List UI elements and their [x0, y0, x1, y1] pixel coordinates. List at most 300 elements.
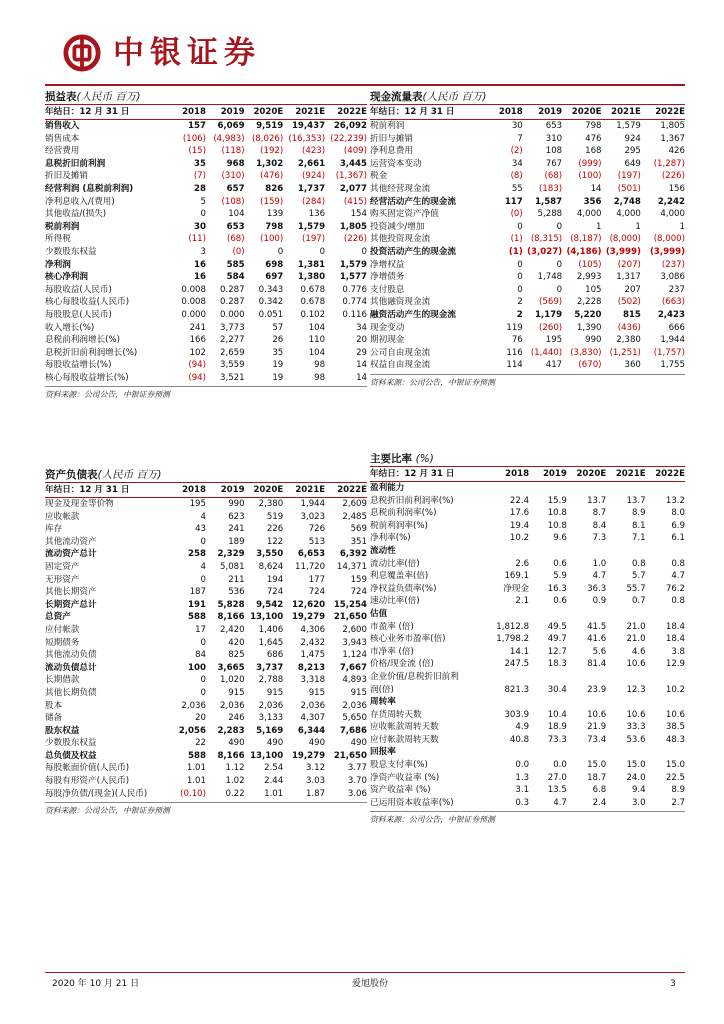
cell-value: 49.7 [547, 634, 567, 645]
table-row [45, 183, 367, 196]
row-label: 公司自由现金流 [370, 347, 431, 358]
cell-value: 1,737 [297, 183, 326, 194]
cell-value [646, 545, 685, 558]
row-label: 现金及现金等价物 [45, 499, 114, 509]
row-label: 每股帐面价值(人民币) [45, 763, 130, 774]
table-row [370, 784, 685, 797]
table-row [45, 762, 367, 775]
cell-value: 0.0 [515, 760, 530, 771]
row-label: 净增债务 [370, 272, 405, 283]
footer-divider [45, 972, 685, 973]
cell-value: 258 [188, 549, 206, 560]
cell-value: (663) [661, 297, 685, 308]
cell-value: 2,277 [220, 335, 245, 346]
cell-value: 1,645 [258, 637, 284, 648]
cell-value: 3,773 [220, 322, 245, 333]
cell-value: 1,755 [660, 360, 685, 371]
cell-value: 3.0 [631, 797, 646, 808]
cell-value: 8,213 [297, 662, 326, 673]
row-label: 流动比率(倍) [370, 558, 420, 569]
cell-value: (4,983) [213, 133, 245, 144]
table-row [370, 271, 685, 284]
table-header-row [370, 105, 685, 120]
row-label: 回报率 [370, 747, 396, 758]
cell-value: 211 [228, 574, 245, 585]
cell-value: 0 [517, 259, 523, 270]
cell-value: 2.44 [264, 776, 284, 787]
cell-value: 2,036 [342, 700, 367, 711]
cell-value: 3,550 [256, 549, 284, 560]
cell-value: 1.12 [225, 763, 245, 774]
table-header-row [45, 483, 367, 498]
cell-value: 1,579 [339, 259, 367, 270]
cell-value: 18.4 [665, 634, 685, 645]
row-label: 所得税 [45, 234, 71, 245]
cell-value: 1,805 [660, 121, 685, 131]
cell-value: 8.1 [631, 520, 646, 531]
column-header-year: 2022E [655, 469, 685, 479]
table-row [45, 586, 367, 599]
table-row [45, 649, 367, 662]
table-row [370, 721, 685, 734]
cell-value: 1,302 [256, 158, 284, 169]
cell-value: 3,318 [300, 675, 326, 686]
cell-value: 1,577 [339, 272, 367, 283]
cell-value: (108) [221, 196, 245, 207]
report-header [45, 22, 685, 82]
row-label: 投资活动产生的现金流 [370, 246, 456, 257]
cell-value: 48.3 [665, 734, 685, 745]
column-header-year: 2021E [611, 107, 641, 117]
table-row [370, 772, 685, 785]
cell-value: 22.4 [509, 495, 530, 506]
cell-value: 1,381 [297, 259, 326, 270]
cell-value: 0 [556, 259, 563, 270]
cell-value: 35 [272, 347, 284, 358]
column-header-year: 2020E [571, 107, 602, 117]
cell-value: (260) [539, 322, 563, 333]
row-label: 经营费用 [45, 146, 80, 157]
cell-value: 19,279 [291, 750, 326, 761]
column-header-label: 年结日：12 月 31 日 [45, 485, 130, 495]
key-ratios-table [370, 467, 685, 809]
row-label: 净利息收入/(费用) [45, 196, 115, 207]
cell-value: 19,437 [291, 121, 326, 131]
cell-value: (183) [539, 183, 563, 194]
table-row [45, 737, 367, 750]
row-label: 税前利润率(%) [370, 520, 428, 531]
table-row [45, 788, 367, 801]
table-row [45, 322, 367, 335]
cell-value: 10.2 [509, 533, 530, 544]
row-label: 折旧及摊销 [45, 171, 88, 182]
cell-value: 588 [188, 750, 206, 761]
cell-value: (197) [617, 171, 641, 182]
cell-value: 156 [668, 183, 685, 194]
row-label: 期初现金 [370, 335, 405, 346]
table-row [370, 246, 685, 259]
row-label: 流动负债总计 [45, 662, 97, 673]
cell-value: 30 [511, 121, 523, 131]
row-label: 资产收益率 (%) [370, 785, 431, 796]
row-label: 现金变动 [370, 322, 405, 333]
cell-value: 9,519 [256, 121, 284, 131]
table-row [45, 561, 367, 574]
cell-value: 588 [188, 612, 206, 623]
column-header-year: 2020E [253, 485, 284, 495]
row-label: 盈利能力 [370, 483, 405, 493]
table-row [45, 599, 367, 612]
column-header-year: 2022E [337, 107, 367, 117]
cell-value: 14 [356, 360, 367, 371]
cell-value: 15.0 [626, 760, 646, 771]
cell-value: 3,133 [258, 713, 284, 724]
table-row [370, 296, 685, 309]
table-row [45, 296, 367, 309]
cell-value: 417 [545, 360, 563, 371]
cell-value: 226 [266, 524, 284, 535]
cell-value: 0.342 [258, 297, 284, 308]
table-row [45, 133, 367, 146]
cell-value: 2,423 [657, 309, 685, 320]
cell-value [529, 671, 567, 684]
cell-value: 21,650 [333, 750, 367, 761]
row-label: 存货周转天数 [370, 709, 422, 720]
row-label: 股东权益 [45, 725, 80, 736]
table-row [370, 608, 685, 621]
balance-sheet-panel [45, 467, 367, 817]
cell-value: 18.9 [547, 722, 567, 733]
cell-value: 10.2 [665, 684, 685, 695]
row-label: 总负债及权益 [45, 750, 97, 761]
cell-value: (106) [182, 133, 206, 144]
row-label: 应收帐款周转天数 [370, 722, 439, 733]
cell-value: 81.4 [587, 659, 607, 670]
cell-value: (436) [617, 322, 641, 333]
cell-value: 21.9 [587, 722, 607, 733]
cell-value: 241 [228, 524, 245, 535]
cell-value [646, 671, 685, 684]
row-label: 息税折旧前利润率(%) [370, 495, 454, 506]
cell-value: 12.7 [547, 646, 567, 657]
row-label: 每股收益(人民币) [45, 284, 112, 295]
cell-value: (207) [617, 259, 641, 270]
cell-value: 1,380 [297, 272, 326, 283]
cell-value: 4.7 [553, 797, 567, 808]
column-header-year: 2019 [542, 469, 567, 479]
row-label: 权益自由现金流 [370, 360, 431, 371]
cell-value [529, 696, 567, 709]
cell-value: 43 [195, 524, 206, 535]
cell-value: 490 [228, 738, 245, 749]
cell-value: 0.774 [342, 297, 367, 308]
cell-value: 5 [200, 196, 206, 207]
cell-value [646, 482, 685, 495]
table-row [45, 372, 367, 385]
cell-value: 968 [226, 158, 245, 169]
cell-value: 36.3 [587, 583, 607, 594]
row-label: 应付帐款周转天数 [370, 734, 439, 745]
cell-value: 0 [277, 246, 284, 257]
table-row [370, 759, 685, 772]
cell-value [567, 696, 606, 709]
row-label: 经营利润 (息税前利润) [45, 183, 134, 194]
cell-value: 360 [624, 360, 641, 371]
cell-value: (502) [617, 297, 641, 308]
row-label: 购买固定资产净值 [370, 209, 439, 220]
row-label: 其他经营现金流 [370, 183, 431, 194]
row-label: 储备 [45, 713, 63, 724]
row-label: 股息支付率(%) [370, 760, 428, 771]
cell-value: 2.4 [592, 797, 607, 808]
table-row [370, 233, 685, 246]
cell-value [491, 545, 529, 558]
cell-value: (94) [188, 372, 206, 383]
cell-value: 0 [517, 284, 523, 295]
column-header-year: 2022E [655, 107, 685, 117]
cell-value: 15,254 [333, 599, 367, 610]
cell-value: 686 [266, 650, 284, 661]
table-row [45, 259, 367, 272]
cell-value: 3.77 [347, 763, 367, 774]
cell-value: 698 [265, 259, 284, 270]
column-header-label: 年结日：12 月 31 日 [45, 107, 130, 117]
column-header-year: 2019 [220, 485, 245, 495]
cell-value: 0.000 [220, 309, 245, 320]
cell-value: 247.5 [504, 659, 530, 670]
cell-value: (16,353) [288, 133, 326, 144]
cell-value: 14.1 [509, 646, 530, 657]
cell-value: (1,367) [335, 171, 367, 182]
cell-value: (105) [578, 259, 602, 270]
cell-value: 5.7 [631, 571, 646, 582]
row-label: 净利率(%) [370, 533, 411, 544]
table-row [45, 674, 367, 687]
cell-value: (192) [260, 146, 284, 157]
table-row [370, 658, 685, 671]
cell-value: 19.4 [509, 520, 530, 531]
table-row [45, 498, 367, 511]
cell-value: 519 [266, 511, 284, 522]
cell-value: 724 [350, 587, 367, 598]
column-header-year: 2018 [498, 107, 523, 117]
cell-value: 490 [266, 738, 284, 749]
cell-value: 1,475 [300, 650, 326, 661]
table-row [45, 536, 367, 549]
cell-value: 351 [350, 536, 367, 547]
income-source-note: 资料来源：公司公告，中银证券预测 [45, 386, 367, 401]
cell-value: 420 [228, 637, 245, 648]
cell-value: 194 [266, 574, 284, 585]
cell-value: 27.0 [547, 772, 567, 783]
ratios-source-note: 资料来源：公司公告，中银证券预测 [370, 811, 685, 826]
cell-value: 4,000 [660, 209, 685, 220]
cell-value: 569 [350, 524, 367, 535]
cell-value: 6,653 [297, 549, 326, 560]
cell-value: 0.6 [553, 596, 567, 607]
cell-value: 2,036 [220, 700, 245, 711]
cell-value: 924 [624, 133, 641, 144]
cell-value: 3.70 [347, 776, 367, 787]
cell-value: 666 [668, 322, 685, 333]
cell-value: 1,390 [576, 322, 602, 333]
table-row [45, 334, 367, 347]
row-label: 融资活动产生的现金流 [370, 309, 456, 320]
cell-value: 1,805 [339, 221, 367, 232]
table-row [45, 548, 367, 561]
row-label: 少数股东权益 [45, 246, 97, 257]
row-label: 库存 [45, 524, 63, 535]
cell-value: 821.3 [504, 684, 530, 695]
table-row [45, 158, 367, 171]
cell-value: (3,027) [527, 246, 563, 257]
row-label: 息税折旧前利润增长(%) [45, 347, 138, 358]
cell-value: 16 [194, 272, 206, 283]
table-row [45, 712, 367, 725]
cell-value: 623 [228, 511, 245, 522]
cell-value: 653 [226, 221, 245, 232]
table-row [370, 495, 685, 508]
cell-value: 7,667 [339, 662, 367, 673]
cell-value: 0 [200, 687, 206, 698]
cashflow-panel [370, 89, 685, 389]
column-header-year: 2020E [253, 107, 284, 117]
column-header-label: 年结日：12 月 31 日 [370, 107, 455, 117]
row-label: 流动性 [370, 545, 396, 556]
cell-value: 76.2 [665, 583, 685, 594]
cell-value: 5.6 [592, 646, 607, 657]
row-label: 利息覆盖率(倍) [370, 571, 429, 582]
balance-sheet-title: 资产负债表(人民币 百万) [45, 467, 367, 483]
cell-value: 187 [189, 587, 206, 598]
cell-value: 0 [556, 221, 563, 232]
cell-value: 798 [265, 221, 284, 232]
cell-value: 122 [266, 536, 284, 547]
row-label: 固定资产 [45, 561, 80, 572]
table-row [45, 637, 367, 650]
cell-value: 23.9 [587, 684, 607, 695]
cell-value: 15.0 [587, 760, 607, 771]
cell-value [567, 608, 606, 621]
table-row [45, 700, 367, 713]
cell-value: 2,329 [217, 549, 245, 560]
cell-value: 1.3 [515, 772, 530, 783]
cell-value: 825 [228, 650, 245, 661]
table-row [45, 511, 367, 524]
cell-value [606, 545, 645, 558]
row-label: 核心净利润 [45, 272, 88, 283]
cell-value [606, 671, 645, 684]
cell-value: 195 [189, 499, 206, 509]
cell-value: 6,344 [297, 725, 326, 736]
cell-value: 426 [668, 146, 685, 157]
cell-value: 4,307 [300, 713, 326, 724]
cell-value: 12.9 [665, 659, 685, 670]
table-row [370, 633, 685, 646]
table-row [370, 646, 685, 659]
cell-value: (0.10) [180, 788, 206, 799]
cell-value: 104 [308, 347, 326, 358]
cell-value: 166 [189, 335, 206, 346]
cell-value: 9.6 [553, 533, 567, 544]
cell-value: 724 [308, 587, 326, 598]
cell-value: 2,036 [181, 700, 206, 711]
cell-value: 649 [624, 158, 641, 169]
row-label: 价格/现金流 (倍) [370, 659, 434, 670]
cell-value: 2,380 [616, 335, 641, 346]
table-row [370, 746, 685, 759]
cell-value: 0 [200, 574, 206, 585]
cell-value: 108 [545, 146, 563, 157]
row-label: 收入增长(%) [45, 322, 95, 333]
header-divider [45, 84, 685, 86]
report-date: 2020 年 10 月 21 日 [52, 979, 140, 989]
cell-value: 13.5 [547, 785, 567, 796]
table-row [370, 734, 685, 747]
cell-value: 41.5 [587, 621, 607, 632]
cell-value: 20 [356, 335, 367, 346]
cell-value: 0.6 [553, 558, 567, 569]
cell-value: 2,661 [297, 158, 326, 169]
table-row [45, 624, 367, 637]
cell-value: 2.7 [671, 797, 685, 808]
table-row [45, 359, 367, 372]
cell-value [567, 482, 606, 495]
column-header-year: 2019 [220, 107, 245, 117]
cell-value: 104 [228, 209, 245, 220]
cell-value: 4,000 [616, 209, 641, 220]
cell-value: 18.4 [665, 621, 685, 632]
cell-value: 104 [308, 322, 326, 333]
cell-value: 1,367 [660, 133, 685, 144]
cell-value: 55.7 [626, 583, 646, 594]
cell-value [646, 608, 685, 621]
cell-value: (3,830) [570, 347, 602, 358]
cell-value: 154 [350, 209, 367, 220]
table-row [370, 671, 685, 684]
cell-value: 0.678 [300, 284, 326, 295]
table-row [370, 347, 685, 360]
cell-value: 3,665 [217, 662, 245, 673]
cell-value: (4,186) [566, 246, 602, 257]
cell-value: 915 [228, 687, 245, 698]
cell-value: 30.4 [547, 684, 567, 695]
row-label: 核心每股收益(人民币) [45, 297, 130, 308]
table-row [370, 221, 685, 234]
table-row [45, 309, 367, 322]
cell-value: (3,999) [605, 246, 641, 257]
table-row [45, 284, 367, 297]
cell-value [529, 608, 567, 621]
cell-value: (415) [343, 196, 367, 207]
cell-value: 76 [511, 335, 523, 346]
row-label: 息税前利润增长(%) [45, 335, 121, 346]
cell-value: 0.008 [181, 284, 206, 295]
cell-value: 12,620 [291, 599, 326, 610]
cell-value: 1,812.8 [496, 621, 530, 632]
row-label: 其他融资现金流 [370, 297, 431, 308]
cell-value: 8.7 [592, 508, 607, 519]
cell-value [529, 482, 567, 495]
row-label: 长期借款 [45, 675, 80, 686]
cell-value: 476 [585, 133, 602, 144]
cell-value: 10.6 [665, 709, 685, 720]
cell-value: 7.3 [592, 533, 607, 544]
table-row [45, 233, 367, 246]
cell-value: 29 [356, 347, 367, 358]
cell-value: 0.22 [225, 788, 245, 799]
row-label: 净增权益 [370, 259, 405, 270]
